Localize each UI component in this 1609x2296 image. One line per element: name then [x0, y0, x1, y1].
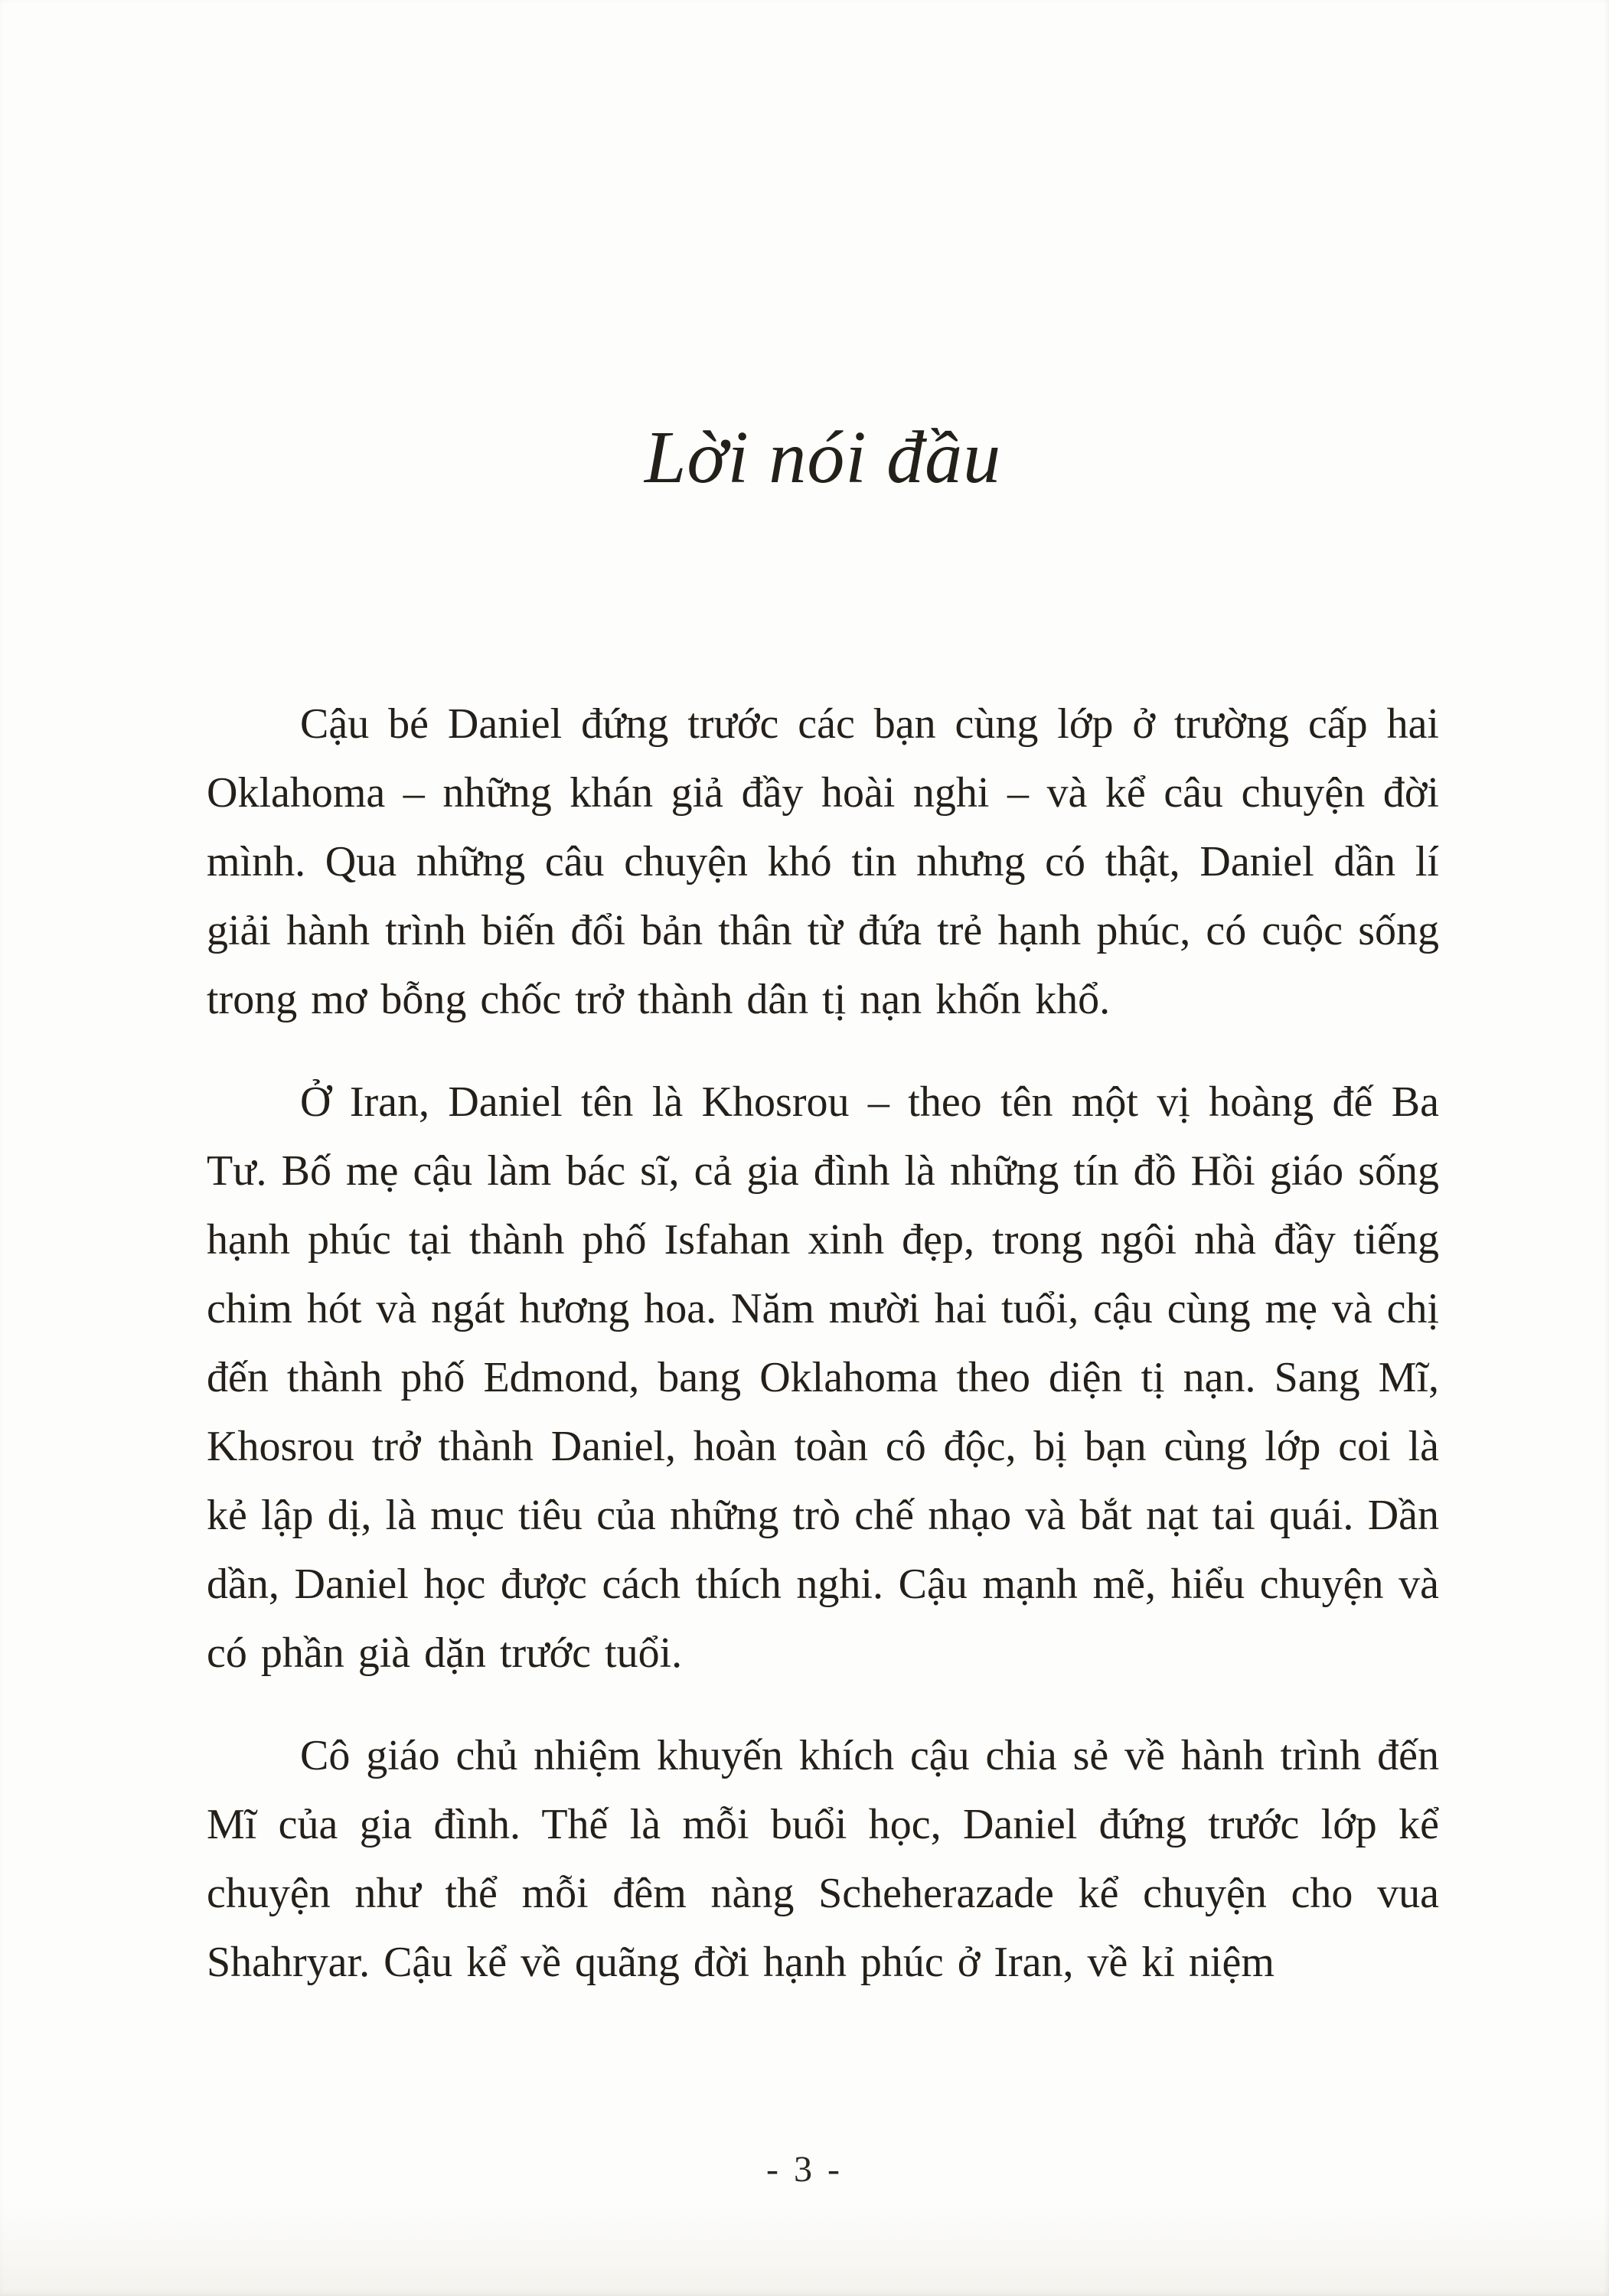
page-number: - 3 -: [766, 2149, 843, 2190]
paragraph-3: Cô giáo chủ nhiệm khuyến khích cậu chia sẻ về hành trình đến Mĩ của gia đình. Thế là mỗi buổi học, Daniel đứng trước lớp kể chuyện như thể mỗi đêm nàng Scheherazade kể chuyện cho vua Shahryar. Cậu kể về quãng đời hạnh phúc ở Iran, về kỉ niệm: [207, 1731, 1439, 1986]
paragraph-2: Ở Iran, Daniel tên là Khosrou – theo tên một vị hoàng đế Ba Tư. Bố mẹ cậu làm bác sĩ, cả gia đình là những tín đồ Hồi giáo sống hạnh phúc tại thành phố Isfahan xinh đẹp, trong ngôi nhà đầy tiếng chim hót và ngát hương hoa. Năm mười hai tuổi, cậu cùng mẹ và chị đến thành phố Edmond, bang Oklahoma theo diện tị nạn. Sang Mĩ, Khosrou trở thành Daniel, hoàn toàn cô độc, bị bạn cùng lớp coi là kẻ lập dị, là mục tiêu của những trò chế nhạo và bắt nạt tai quái. Dần dần, Daniel học được cách thích nghi. Cậu mạnh mẽ, hiểu chuyện và có phần già dặn trước tuổi.: [207, 1078, 1439, 1677]
paragraph-1: Cậu bé Daniel đứng trước các bạn cùng lớp ở trường cấp hai Oklahoma – những khán giả đầy hoài nghi – và kể câu chuyện đời mình. Qua những câu chuyện khó tin nhưng có thật, Daniel dần lí giải hành trình biến đổi bản thân từ đứa trẻ hạnh phúc, có cuộc sống trong mơ bỗng chốc trở thành dân tị nạn khốn khổ.: [207, 700, 1439, 1023]
page-content: [207, 0, 1439, 2030]
chapter-title: Lời nói đầu: [644, 416, 1002, 499]
body-text: [207, 690, 1439, 1997]
